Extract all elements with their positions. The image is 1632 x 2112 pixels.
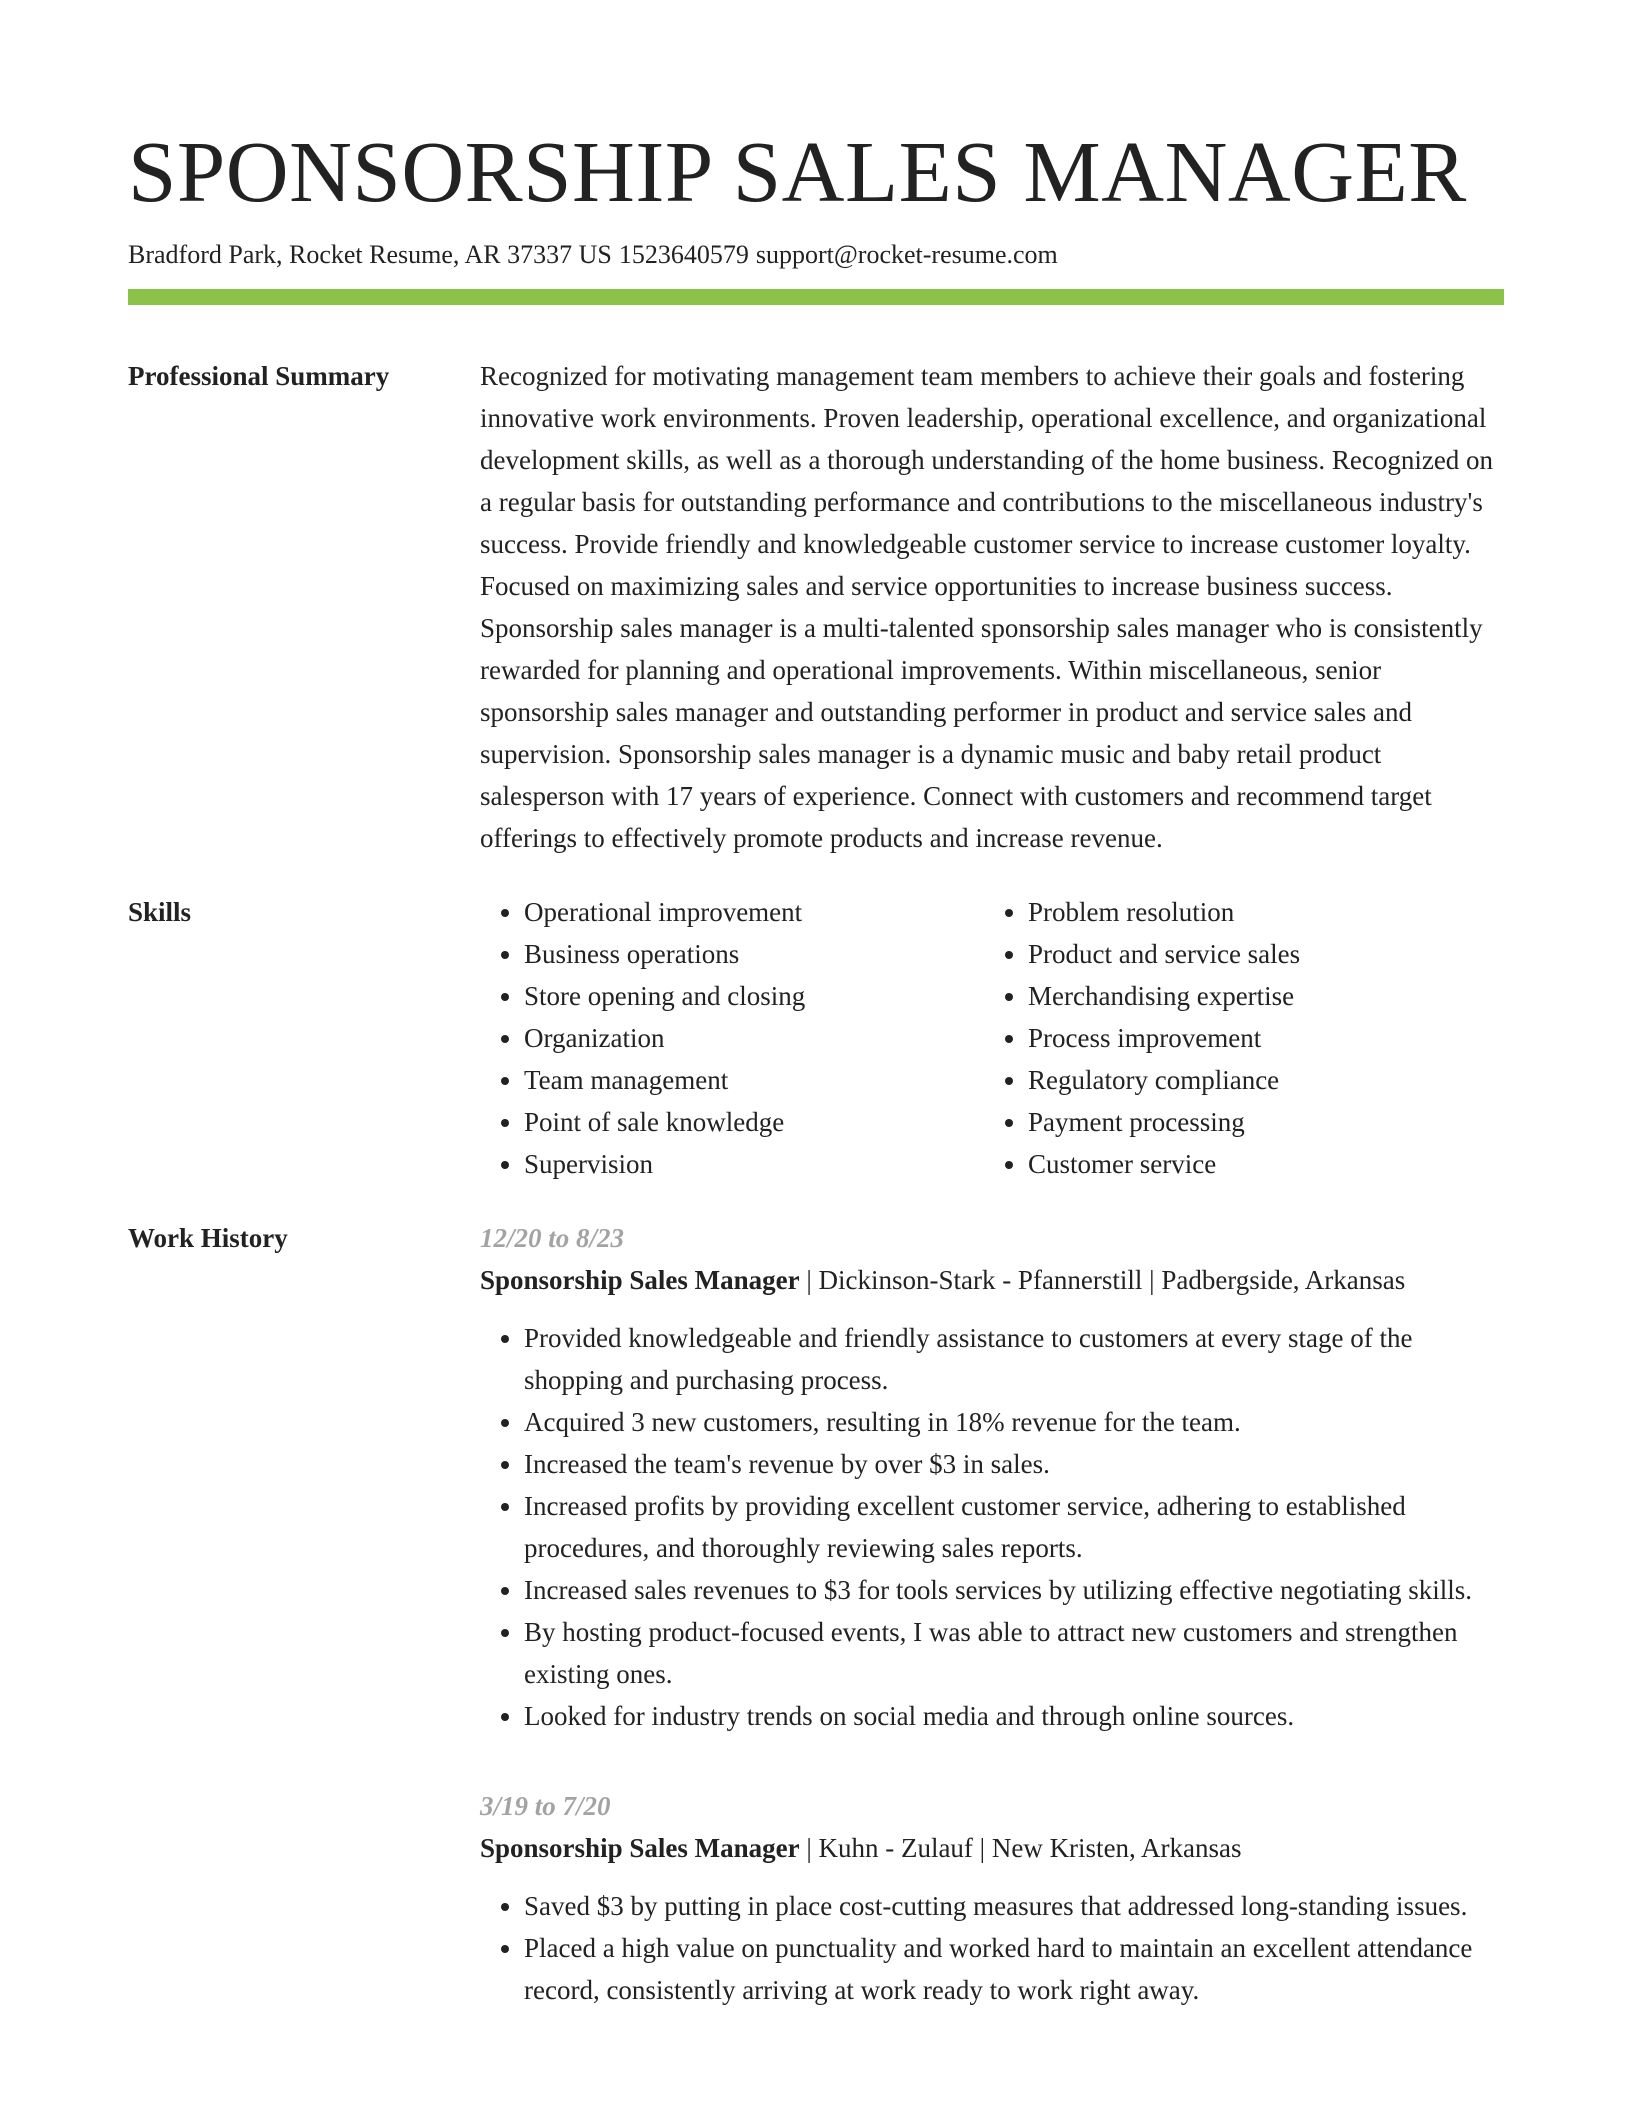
job-bullet: • Increased the team's revenue by over $3 in sales. bbox=[524, 1443, 1504, 1485]
header-divider bbox=[128, 289, 1504, 305]
skills-section bbox=[128, 891, 1504, 1185]
job-title: Sponsorship Sales Manager bbox=[480, 1833, 800, 1863]
job-bullet: • Provided knowledgeable and friendly assistance to customers at every stage of the shopping and purchasing process. bbox=[524, 1317, 1504, 1401]
work-body bbox=[480, 1217, 1504, 2011]
job-heading bbox=[480, 1259, 1504, 1301]
job-heading bbox=[480, 1827, 1504, 1869]
contact-phone: 1523640579 bbox=[618, 240, 749, 269]
skill-item: • Merchandising expertise bbox=[1028, 975, 1488, 1017]
skill-item: • Supervision bbox=[524, 1143, 984, 1185]
contact-line bbox=[128, 238, 1504, 272]
skill-item: • Team management bbox=[524, 1059, 984, 1101]
skill-item: • Product and service sales bbox=[1028, 933, 1488, 975]
job-bullets bbox=[480, 1885, 1504, 2011]
job-bullet: • Placed a high value on punctuality and worked hard to maintain an excellent attendance record, consistently arriving at work ready to work right away. bbox=[524, 1927, 1504, 2011]
work-history-section bbox=[128, 1217, 1504, 2011]
job-dates: 3/19 to 7/20 bbox=[480, 1791, 611, 1821]
contact-address: Bradford Park, Rocket Resume, AR 37337 US bbox=[128, 240, 612, 269]
job-employer-location: | Dickinson-Stark - Pfannerstill | Padbergside, Arkansas bbox=[799, 1265, 1406, 1295]
summary-body bbox=[480, 355, 1504, 859]
skill-item: • Regulatory compliance bbox=[1028, 1059, 1488, 1101]
skill-item: • Operational improvement bbox=[524, 891, 984, 933]
job-bullet: • Increased sales revenues to $3 for tools services by utilizing effective negotiating skills. bbox=[524, 1569, 1504, 1611]
job-employer-location: | Kuhn - Zulauf | New Kristen, Arkansas bbox=[799, 1833, 1242, 1863]
job-bullet: • Acquired 3 new customers, resulting in 18% revenue for the team. bbox=[524, 1401, 1504, 1443]
section-label-work: Work History bbox=[128, 1223, 288, 1253]
job-dates: 12/20 to 8/23 bbox=[480, 1223, 625, 1253]
resume-title: SPONSORSHIP SALES MANAGER bbox=[128, 123, 1467, 220]
skill-item: • Payment processing bbox=[1028, 1101, 1488, 1143]
skill-item: • Problem resolution bbox=[1028, 891, 1488, 933]
job-bullet: • Saved $3 by putting in place cost-cutting measures that addressed long-standing issues. bbox=[524, 1885, 1504, 1927]
job-bullet: • By hosting product-focused events, I was able to attract new customers and strengthen existing ones. bbox=[524, 1611, 1504, 1695]
skill-item: • Organization bbox=[524, 1017, 984, 1059]
section-label-skills: Skills bbox=[128, 897, 192, 927]
job-bullet: • Looked for industry trends on social media and through online sources. bbox=[524, 1695, 1504, 1737]
job-entry bbox=[480, 1217, 1504, 1737]
skill-item: • Process improvement bbox=[1028, 1017, 1488, 1059]
job-title: Sponsorship Sales Manager bbox=[480, 1265, 800, 1295]
skill-item: • Customer service bbox=[1028, 1143, 1488, 1185]
job-entry bbox=[480, 1785, 1504, 2011]
professional-summary-section bbox=[128, 355, 1504, 859]
summary-text: Recognized for motivating management team members to achieve their goals and fostering innovative work environments. Proven leadership, operational excellence, and organizational development skills, as well as a thorough understanding of the home business. Recognized on a regular basis for outstanding performance and contributions to the miscellaneous industry's success. Provide friendly and knowledgeable customer service to increase customer loyalty. Focused on maximizing sales and service opportunities to increase business success. Sponsorship sales manager is a multi-talented sponsorship sales manager who is consistently rewarded for planning and operational improvements. Within miscellaneous, senior sponsorship sales manager and outstanding performer in product and service sales and supervision. Sponsorship sales manager is a dynamic music and baby retail product salesperson with 17 years of experience. Connect with customers and recommend target offerings to effectively promote products and increase revenue. bbox=[480, 361, 1494, 853]
skills-list-right bbox=[984, 891, 1488, 1185]
skill-item: • Store opening and closing bbox=[524, 975, 984, 1017]
contact-email: support@rocket-resume.com bbox=[755, 240, 1058, 269]
skill-item: • Point of sale knowledge bbox=[524, 1101, 984, 1143]
job-bullets bbox=[480, 1317, 1504, 1737]
skills-list-left bbox=[480, 891, 984, 1185]
section-label-summary: Professional Summary bbox=[128, 361, 390, 391]
job-bullet: • Increased profits by providing excellent customer service, adhering to established procedures, and thoroughly reviewing sales reports. bbox=[524, 1485, 1504, 1569]
skills-body bbox=[480, 891, 1504, 1185]
skill-item: • Business operations bbox=[524, 933, 984, 975]
